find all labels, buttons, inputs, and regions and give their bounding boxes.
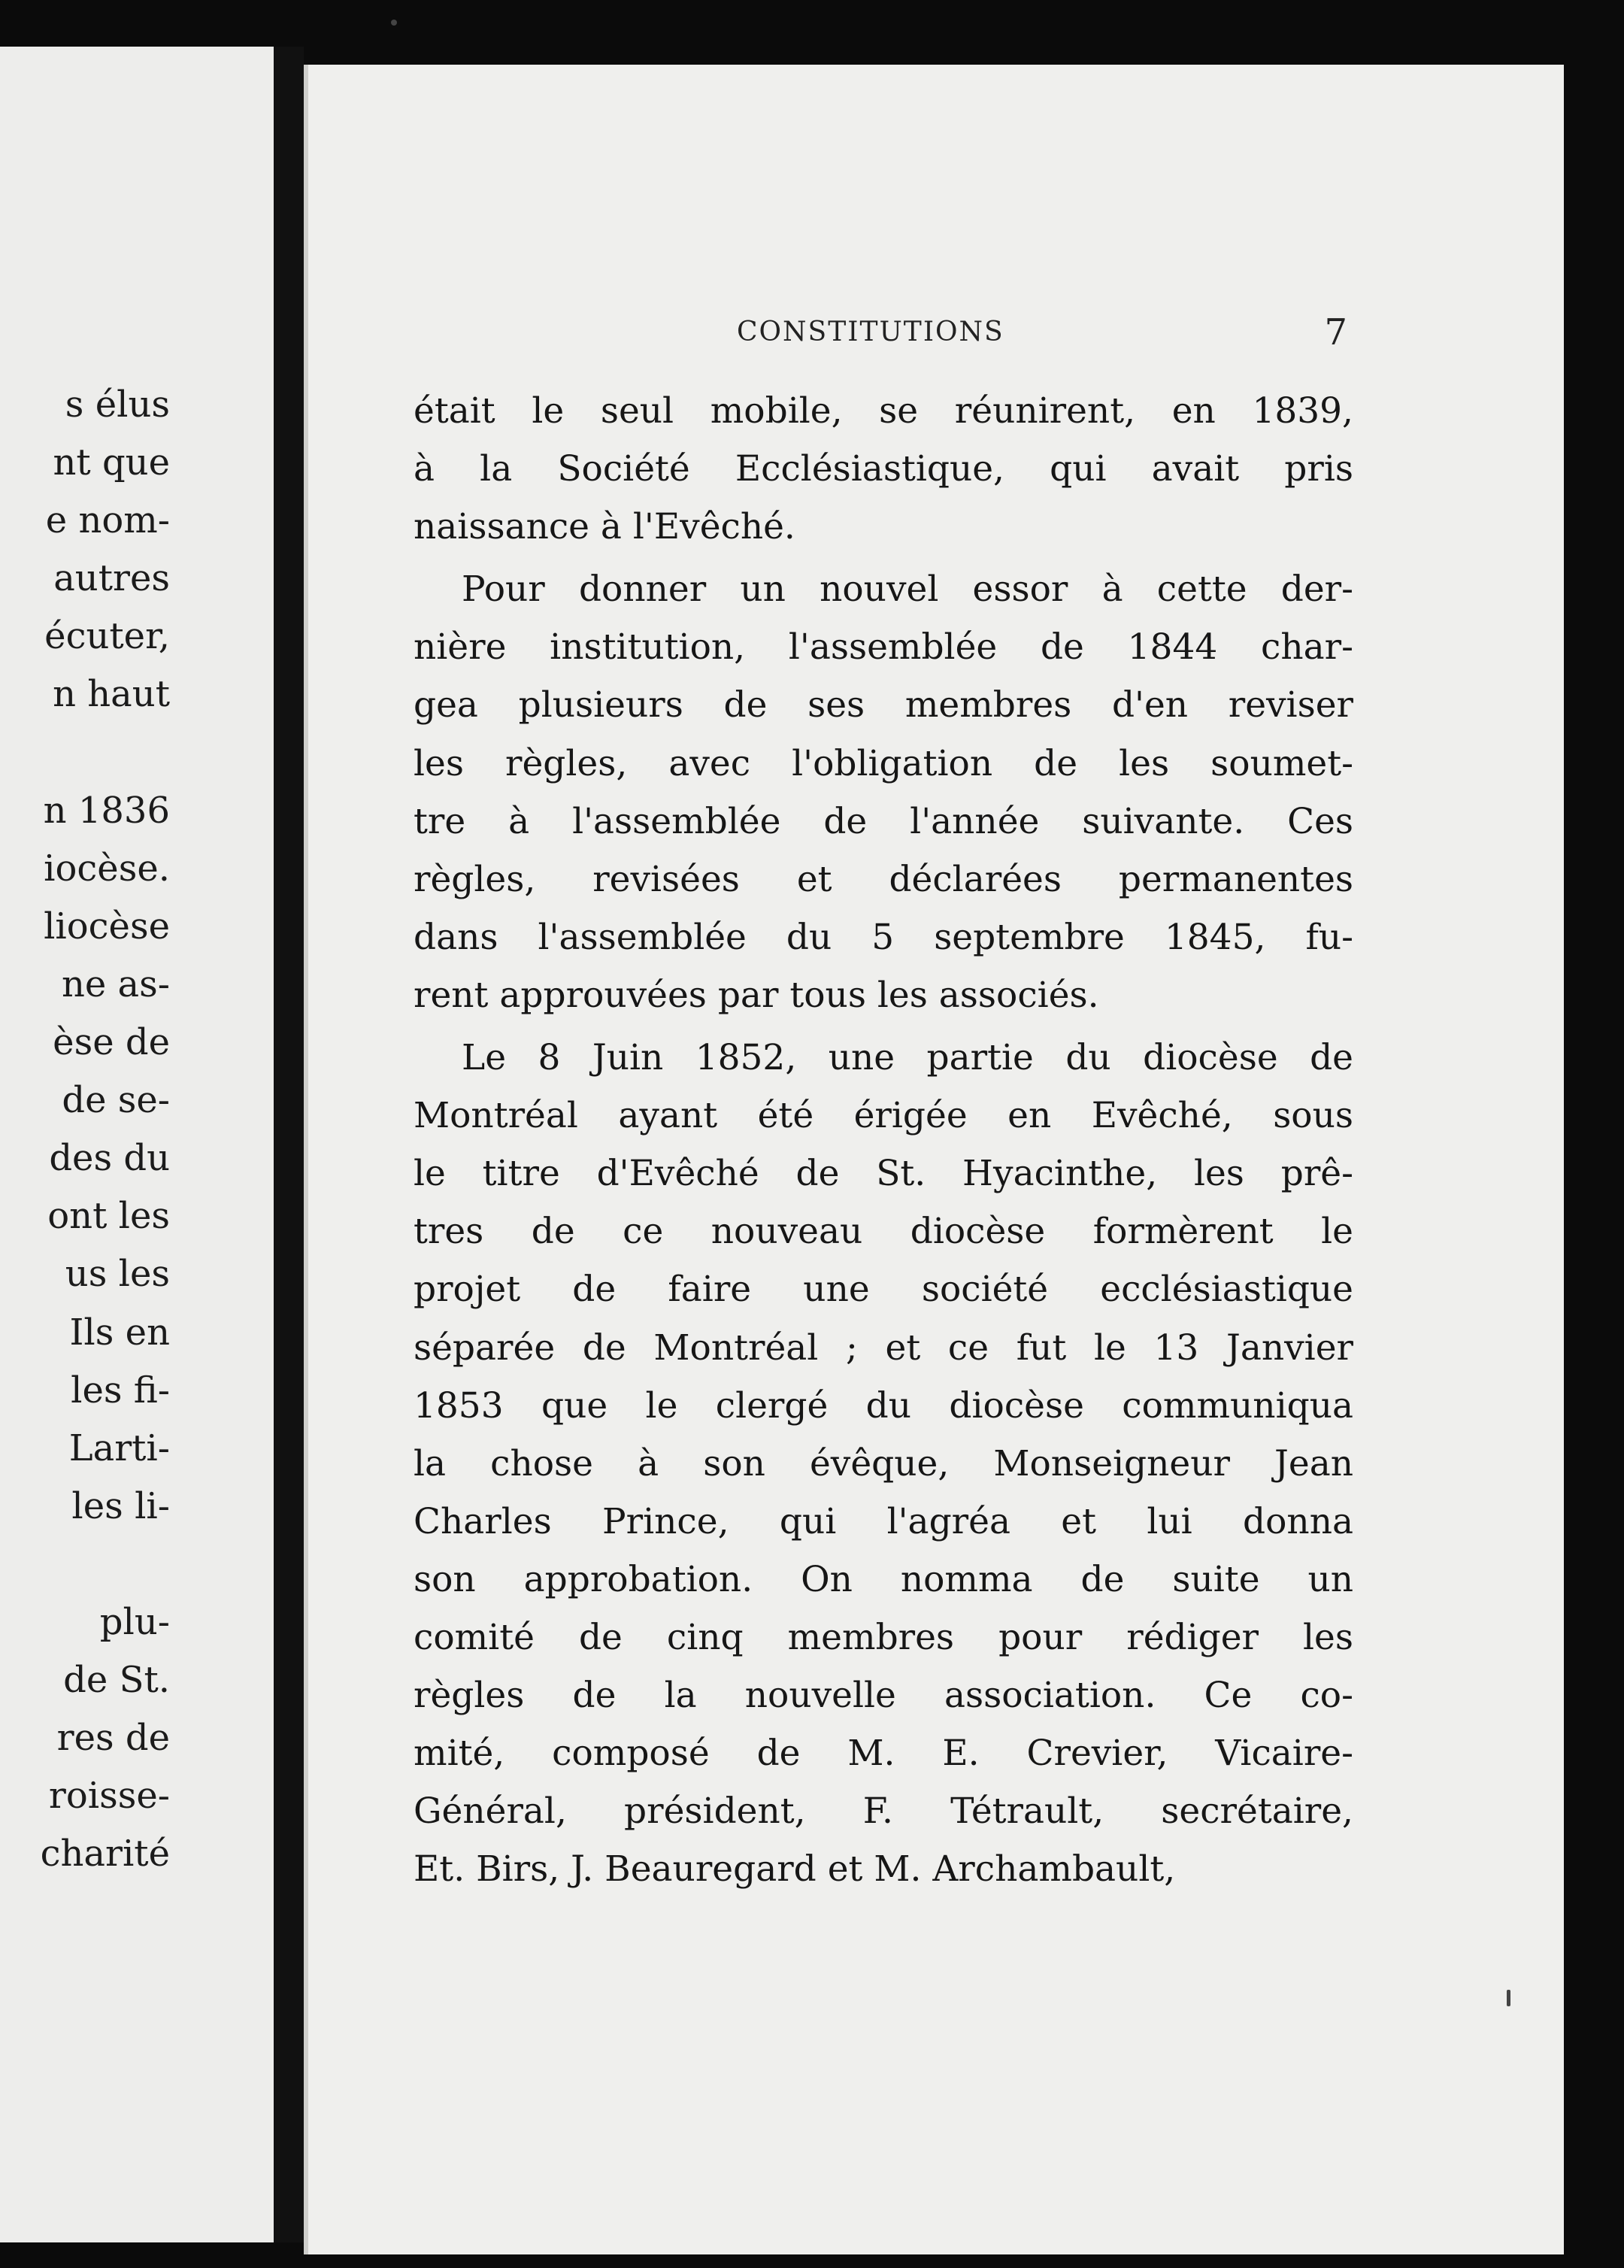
text-line: à la Société Ecclésiastique, qui avait pris [414, 448, 1353, 490]
text-line: son approbation. On nomma de suite un [414, 1558, 1353, 1600]
text-line: projet de faire une société ecclésiastique [414, 1269, 1353, 1311]
previous-page-line: ne as- [61, 963, 170, 1005]
dust-speck [1507, 1990, 1510, 2006]
text-line: Pour donner un nouvel essor à cette der- [462, 569, 1353, 611]
paragraph [414, 1029, 1353, 1898]
text-line: le titre d'Evêché de St. Hyacinthe, les prê- [414, 1153, 1353, 1195]
previous-page-line: de se- [62, 1079, 170, 1122]
text-line: la chose à son évêque, Monseigneur Jean [414, 1442, 1353, 1484]
text-line: Général, président, F. Tétrault, secrétaire, [414, 1790, 1353, 1833]
text-line: mité, composé de M. E. Crevier, Vicaire- [414, 1733, 1353, 1775]
text-line: les règles, avec l'obligation de les soumet- [414, 742, 1353, 784]
dust-speck [391, 20, 397, 26]
previous-page-line [0, 724, 170, 782]
previous-page-line: Ils en [69, 1311, 170, 1354]
previous-page-line: les li- [71, 1484, 170, 1527]
text-line: Le 8 Juin 1852, une partie du diocèse de [462, 1037, 1353, 1079]
previous-page-line: nt que [53, 441, 170, 484]
previous-page-line: n 1836 [43, 789, 170, 832]
text-line: Montréal ayant été érigée en Evêché, sous [414, 1095, 1353, 1137]
previous-page-text [0, 376, 170, 1883]
page-header [737, 310, 1347, 355]
text-line: naissance à l'Evêché. [414, 506, 795, 548]
previous-page-line: des du [49, 1137, 170, 1180]
running-head: CONSTITUTIONS [737, 317, 1004, 347]
previous-page-line: écuter, [44, 615, 170, 658]
previous-page-line: de St. [63, 1659, 170, 1702]
previous-page-line: n haut [53, 673, 170, 716]
text-line: tre à l'assemblée de l'année suivante. Ces [414, 800, 1353, 842]
text-line: règles, revisées et déclarées permanentes [414, 858, 1353, 900]
previous-page-line: les fi- [71, 1369, 170, 1411]
previous-page-line [0, 1536, 170, 1593]
text-line: Et. Birs, J. Beauregard et M. Archambault, [414, 1848, 1176, 1891]
text-line: tres de ce nouveau diocèse formèrent le [414, 1211, 1353, 1253]
previous-page-line: roisse- [48, 1775, 170, 1818]
paragraph [414, 560, 1353, 1024]
paragraph [414, 382, 1353, 556]
previous-page-line: liocèse [44, 905, 170, 948]
previous-page-line: Larti- [68, 1427, 170, 1469]
previous-page-line: res de [56, 1717, 170, 1760]
text-line: 1853 que le clergé du diocèse communiqua [414, 1384, 1353, 1427]
body-text [414, 382, 1353, 1898]
text-line: était le seul mobile, se réunirent, en 1839, [414, 390, 1353, 432]
text-line: règles de la nouvelle association. Ce co- [414, 1675, 1353, 1717]
previous-page-line: e nom- [45, 499, 170, 542]
previous-page-line: s élus [65, 384, 170, 426]
previous-page-line: èse de [53, 1021, 170, 1064]
text-line: nière institution, l'assemblée de 1844 char- [414, 626, 1353, 669]
text-line: séparée de Montréal ; et ce fut le 13 Janvier [414, 1327, 1353, 1369]
previous-page-line: charité [40, 1833, 170, 1875]
previous-page-fragment [0, 47, 274, 2242]
text-line: Charles Prince, qui l'agréa et lui donna [414, 1500, 1353, 1542]
previous-page-line: autres [53, 557, 170, 600]
text-line: gea plusieurs de ses membres d'en reviser [414, 684, 1353, 726]
page-number: 7 [1324, 311, 1347, 353]
previous-page-line: ont les [47, 1195, 170, 1238]
text-line: comité de cinq membres pour rédiger les [414, 1616, 1353, 1658]
book-gutter [274, 47, 304, 2242]
previous-page-line: us les [65, 1253, 170, 1296]
previous-page-line: iocèse. [44, 847, 170, 890]
text-line: rent approuvées par tous les associés. [414, 974, 1099, 1016]
text-line: dans l'assemblée du 5 septembre 1845, fu- [414, 916, 1353, 958]
previous-page-line: plu- [99, 1600, 170, 1643]
